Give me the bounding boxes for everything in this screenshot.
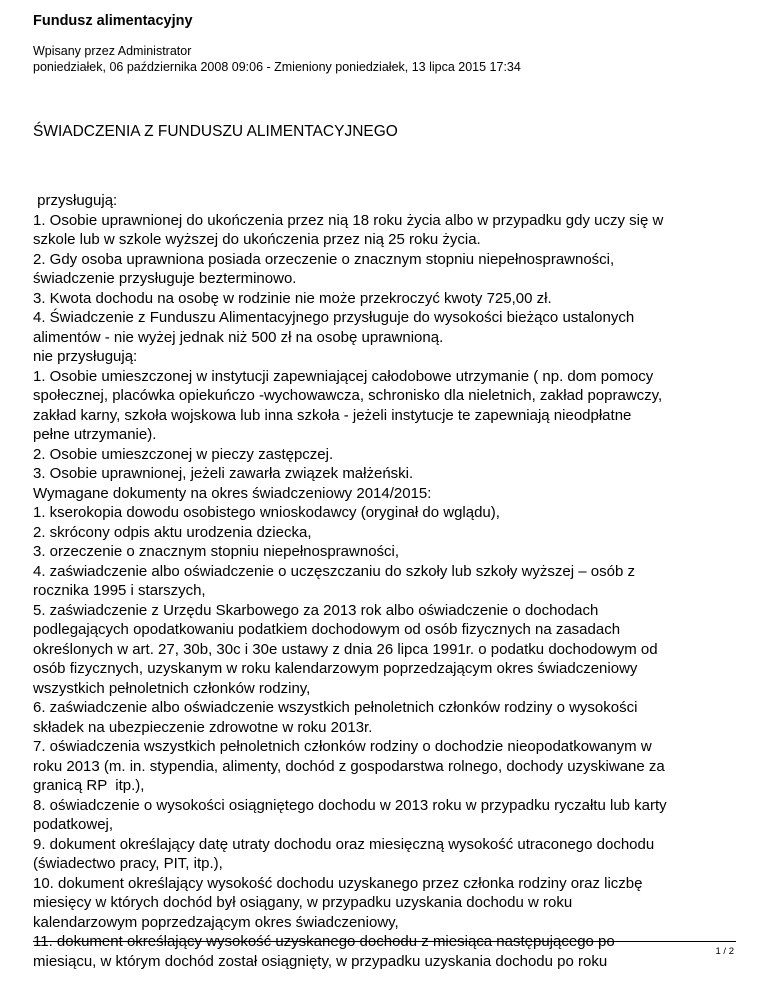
text-line: kalendarzowym poprzedzającym okres świadczeniowy, (33, 913, 399, 931)
document-meta (33, 43, 521, 75)
text-line: 10. dokument określający wysokość dochodu uzyskanego przez członka rodziny oraz liczbę (33, 874, 643, 892)
text-line: 4. Świadczenie z Funduszu Alimentacyjnego przysługuje do wysokości bieżąco ustalonych (33, 309, 635, 326)
text-line: szkole lub w szkole wyższej do ukończenia przez nią 25 roku życia. (33, 231, 481, 248)
text-line: 5. zaświadczenie z Urzędu Skarbowego za 2013 rok albo oświadczenie o dochodach (33, 601, 599, 619)
page-number: 1 / 2 (715, 946, 734, 957)
text-line: granicą RP itp.), (33, 777, 145, 794)
text-line: społecznej, placówka opiekuńczo -wychowawcza, schronisko dla nieletnich, zakład poprawczy, (33, 387, 663, 404)
text-line: wszystkich pełnoletnich członków rodziny, (33, 679, 311, 697)
text-line: miesiącu, w którym dochód został osiągnięty, w przypadku uzyskania dochodu po roku (33, 952, 608, 970)
text-line: 3. orzeczenie o znacznym stopniu niepełnosprawności, (33, 543, 400, 560)
text-line: 8. oświadczenie o wysokości osiągniętego dochodu w 2013 roku w przypadku ryczałtu lub karty (33, 796, 667, 814)
text-line: 2. Osobie umieszczonej w pieczy zastępczej. (33, 445, 334, 463)
text-line: świadczenie przysługuje bezterminowo. (33, 270, 297, 287)
article-heading: ŚWIADCZENIA Z FUNDUSZU ALIMENTACYJNEGO (33, 123, 398, 140)
text-line: miesięcy w których dochód był osiągany, w przypadku uzyskania dochodu w roku (33, 894, 573, 911)
text-line: alimentów - nie wyżej jednak niż 500 zł na osobę uprawnioną. (33, 328, 444, 346)
text-line: podatkowej, (33, 816, 114, 833)
author-line: Wpisany przez Administrator (33, 44, 192, 58)
footer-divider (33, 941, 736, 942)
text-line: 2. skrócony odpis aktu urodzenia dziecka, (33, 523, 312, 541)
text-line: 2. Gdy osoba uprawniona posiada orzeczenie o znacznym stopniu niepełnosprawności, (33, 250, 615, 268)
text-line: zakład karny, szkoła wojskowa lub inna szkoła - jeżeli instytucje te zapewniają nieodpłatne (33, 406, 632, 424)
text-line: 7. oświadczenia wszystkich pełnoletnich członków rodziny o dochodzie nieopodatkowanym w (33, 738, 652, 755)
document-title: Fundusz alimentacyjny (33, 13, 193, 29)
text-line: 1. kserokopia dowodu osobistego wnioskodawcy (oryginał do wglądu), (33, 504, 500, 521)
article-body (33, 191, 745, 971)
text-line: pełne utrzymanie). (33, 426, 157, 443)
text-line: Wymagane dokumenty na okres świadczeniowy 2014/2015: (33, 484, 432, 502)
text-line: 9. dokument określający datę utraty dochodu oraz miesięczną wysokość utraconego dochodu (33, 835, 655, 853)
text-line: podlegających opodatkowaniu podatkiem dochodowym od osób fizycznych na zasadach (33, 621, 621, 638)
text-line: osób fizycznych, uzyskanym w roku kalendarzowym poprzedzającym okres świadczeniowy (33, 660, 638, 677)
date-line: poniedziałek, 06 października 2008 09:06 - Zmieniony poniedziałek, 13 lipca 2015 17:34 (33, 60, 521, 74)
text-line: roku 2013 (m. in. stypendia, alimenty, dochód z gospodarstwa rolnego, dochody uzyskiwane za (33, 757, 665, 775)
text-line: 4. zaświadczenie albo oświadczenie o uczęszczaniu do szkoły lub szkoły wyższej – osób z (33, 562, 635, 580)
text-line: 11. dokument określający wysokość uzyskanego dochodu z miesiąca następującego po (33, 933, 615, 950)
text-line: 3. Osobie uprawnionej, jeżeli zawarła związek małżeński. (33, 465, 414, 482)
text-line: 6. zaświadczenie albo oświadczenie wszystkich pełnoletnich członków rodziny o wysokości (33, 699, 638, 716)
text-line: składek na ubezpieczenie zdrowotne w roku 2013r. (33, 718, 373, 736)
text-line: określonych w art. 27, 30b, 30c i 30e ustawy z dnia 26 lipca 1991r. o podatku dochodowym od (33, 640, 658, 658)
text-line: rocznika 1995 i starszych, (33, 582, 206, 599)
text-line: nie przysługują: (33, 348, 138, 365)
text-line: (świadectwo pracy, PIT, itp.), (33, 855, 223, 872)
text-line: 1. Osobie uprawnionej do ukończenia przez nią 18 roku życia albo w przypadku gdy uczy się w (33, 211, 664, 229)
text-line: 3. Kwota dochodu na osobę w rodzinie nie może przekroczyć kwoty 725,00 zł. (33, 289, 552, 307)
text-line: przysługują: (33, 192, 118, 209)
text-line: 1. Osobie umieszczonej w instytucji zapewniającej całodobowe utrzymanie ( np. dom pomocy (33, 367, 654, 385)
